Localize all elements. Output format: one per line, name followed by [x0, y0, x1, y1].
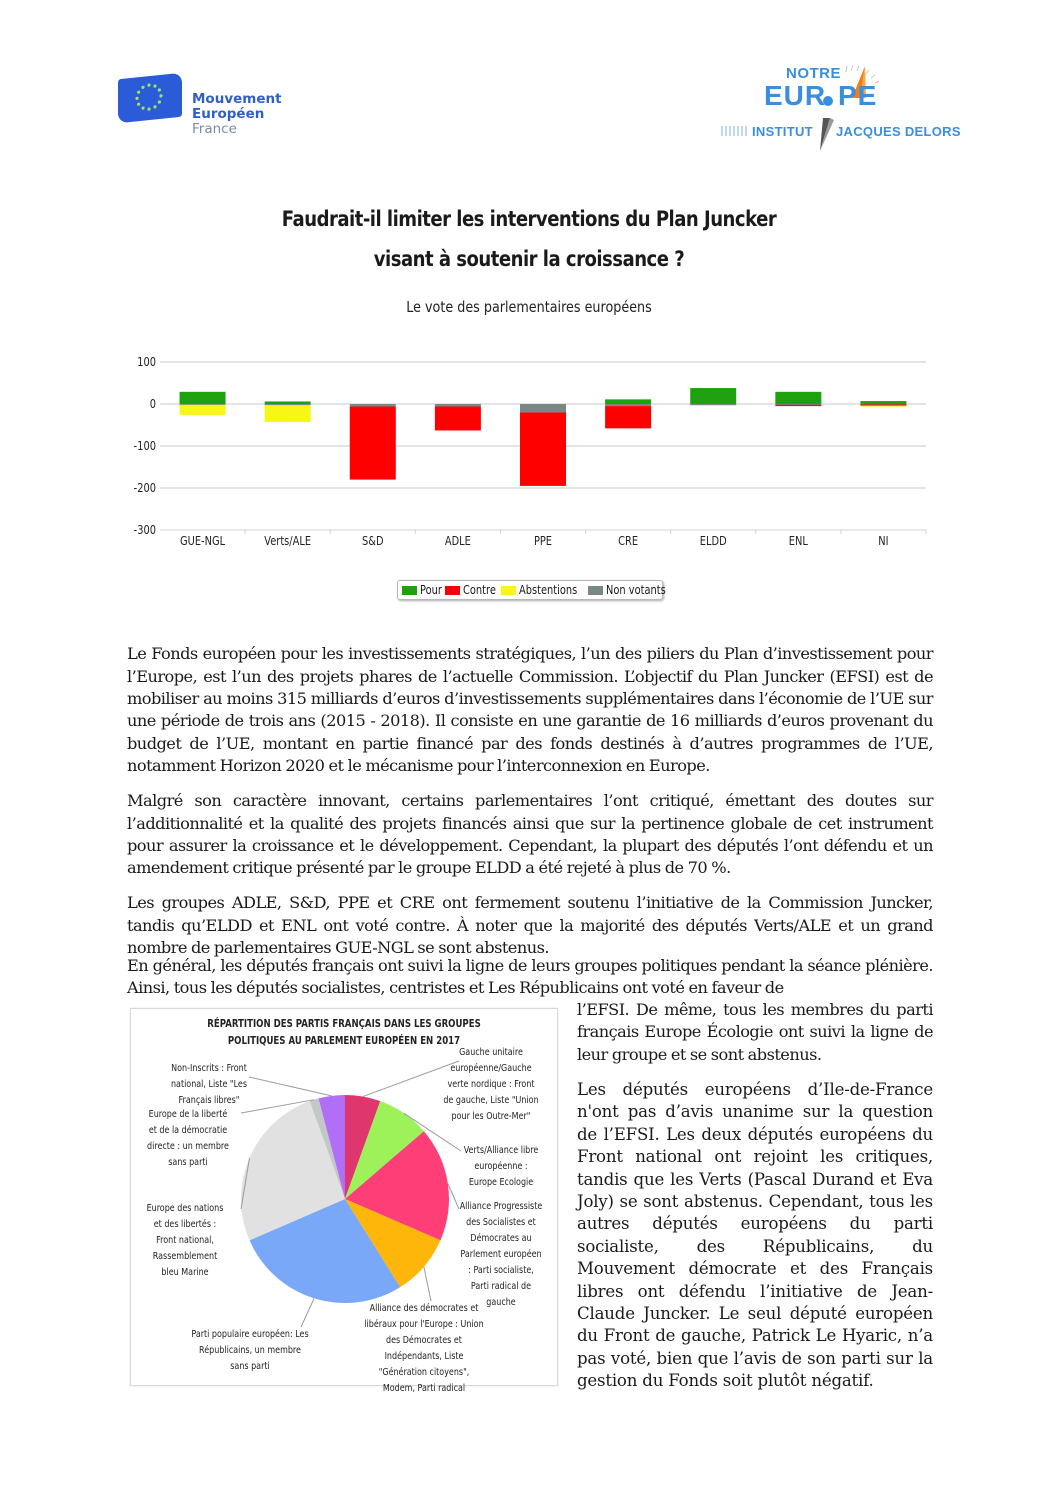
logo-notre-text: NOTRE: [786, 65, 841, 82]
pie-label-gue-ngl: Gauche unitaire européenne/Gauche verte nordique : Front de gauche, Liste "Union pour les Outre-Mer": [443, 1047, 539, 1122]
paragraph-french-deputies-cont: l’EFSI. De même, tous les membres du parti français Europe Écologie ont suivi la ligne de leur groupe et se sont abstenus.: [577, 1000, 933, 1064]
pie-leader-line: [448, 1183, 459, 1209]
logo-jacques-delors-text: JACQUES DELORS: [836, 124, 961, 139]
logo-text-line2: Européen: [192, 106, 265, 122]
y-tick-label: 100: [137, 355, 156, 370]
paragraph-french-deputies: En général, les députés français ont suivi la ligne de leurs groupes politiques pendant la séance plénière. Ainsi, tous les députés socialistes, centristes et Les Républicains ont voté en faveur de: [127, 956, 933, 998]
bar-pour-ni: [860, 401, 906, 404]
page-title-line1: Faudrait-il limiter les interventions du Plan Juncker: [281, 207, 777, 231]
pie-label-verts-ale: Verts/Alliance libre européenne : Europe Ecologie: [463, 1145, 539, 1188]
bar-pour-enl: [775, 392, 821, 404]
bar-contre-cre: [605, 406, 651, 428]
bar-non-votants-verts-ale: [265, 404, 311, 405]
vote-bar-chart: [130, 350, 940, 560]
x-tick-label: Verts/ALE: [264, 534, 312, 549]
pie-leader-line: [424, 1267, 431, 1301]
legend-label: Abstentions: [518, 583, 578, 597]
x-tick-label: ADLE: [444, 534, 471, 549]
paragraph-criticism: Malgré son caractère innovant, certains parlementaires l’ont critiqué, émettant des doutes sur l’additionnalité et la qualité des projets financés ainsi que sur la pertinence globale de cet instrument pour assurer la croissance et le développement. Cependant, la plupart des députés l’ont défendu et un amendement critique présenté par le groupe ELDD a été rejeté à plus de 70 %.: [127, 791, 933, 878]
bar-non-votants-s-d: [350, 404, 396, 407]
eu-flag-icon: [118, 73, 182, 124]
y-tick-label: -200: [133, 481, 156, 496]
eu-stars-icon: [134, 81, 164, 114]
paragraph-ile-de-france: Les députés européens d’Ile-de-France n'ont pas d’avis unanime sur la question de l’EFSI. Les deux députés européens du Front national ont rejoint les critiques, tandis que les Verts (Pascal Durand et Eva Joly) se sont abstenus. Cependant, tous les autres députés européens du parti socialiste, des Républicains, du Mouvement démocrate et des Français libres ont défendu l’initiative de Jean-Claude Juncker. Le seul député européen du Front de gauche, Patrick Le Hyaric, n’a pas voté, bien que l’avis de son parti sur la gestion du Fonds soit plutôt négatif.: [577, 1080, 933, 1391]
bar-pour-verts-ale: [265, 401, 311, 404]
bar-pour-gue-ngl: [180, 392, 226, 404]
bar-abstentions-ni: [860, 406, 906, 407]
paragraph-group-votes: Les groupes ADLE, S&D, PPE et CRE ont fermement soutenu l’initiative de la Commission Juncker, tandis qu’ELDD et ENL ont voté contre. À noter que la majorité des députés Verts/ALE et un grand nombre de parlementaires GUE-NGL se sont abstenus.: [127, 893, 933, 957]
pie-label-enl: Europe des nations et des libertés : Front national, Rassemblement bleu Marine: [146, 1203, 224, 1278]
notre-europe-logo: [720, 62, 961, 154]
pie-leader-line: [249, 1077, 332, 1096]
bar-abstentions-verts-ale: [265, 405, 311, 422]
pie-label-adle: Alliance des démocrates et libéraux pour l'Europe : Union des Démocrates et Indépendants, Liste "Génération citoyens", Modem, Parti radical: [364, 1303, 484, 1394]
x-tick-label: CRE: [618, 534, 639, 549]
bar-non-votants-eldd: [690, 404, 736, 405]
y-tick-label: -300: [133, 523, 156, 538]
pie-label-eldd: Europe de la liberté et de la démocratie directe : un membre sans parti: [147, 1109, 229, 1168]
pie-chart-title: RÉPARTITION DES PARTIS FRANÇAIS DANS LES GROUPES POLITIQUES AU PARLEMENT EUROPÉEN EN 2017: [207, 1017, 481, 1047]
bar-contre-s-d: [350, 407, 396, 480]
bar-non-votants-adle: [435, 404, 481, 407]
mouvement-europeen-logo: [118, 72, 308, 144]
legend-swatch: [445, 586, 460, 595]
legend-swatch: [402, 586, 417, 595]
bar-contre-ni: [860, 404, 906, 405]
bar-contre-adle: [435, 407, 481, 431]
legend-label: Contre: [462, 583, 496, 597]
chart-legend: [397, 580, 666, 600]
y-tick-label: -100: [133, 439, 156, 454]
logo-europe-text: EUR: [764, 80, 827, 111]
x-tick-label: NI: [878, 534, 889, 549]
bar-pour-eldd: [690, 388, 736, 404]
mef-wordmark: [192, 92, 282, 137]
bar-non-votants-ppe: [520, 404, 566, 412]
bar-pour-cre: [605, 399, 651, 404]
legend-label: Pour: [420, 583, 442, 597]
legend-item-abstentions: [501, 583, 582, 597]
chart-subtitle: Le vote des parlementaires européens: [406, 298, 652, 316]
bar-contre-ppe: [520, 412, 566, 486]
legend-item-non-votants: [588, 583, 671, 597]
x-tick-label: ELDD: [699, 534, 727, 549]
logo-institut-text: INSTITUT: [752, 124, 813, 139]
x-tick-label: ENL: [788, 534, 808, 549]
paragraph-efsi-intro: Le Fonds européen pour les investissements stratégiques, l’un des piliers du Plan d’investissement pour l’Europe, est l’un des projets phares de l’actuelle Commission. L’objectif du Plan Juncker (EFSI) est de mobiliser au moins 315 milliards d’euros d’investissements supplémentaires dans l’économie de l’UE sur une période de trois ans (2015 - 2018). Il consiste en une garantie de 16 milliards d’euros provenant du budget de l’UE, montant en partie financé par des fonds destinés à d’autres programmes de l’UE, notamment Horizon 2020 et le mécanisme pour l’interconnexion en Europe.: [127, 644, 933, 776]
pie-leader-line: [301, 1298, 314, 1327]
legend-item-contre: [445, 583, 495, 597]
bar-non-votants-cre: [605, 404, 651, 406]
logo-text-line1: Mouvement: [192, 91, 282, 107]
pie-label-ppe: Parti populaire européen: Les Républicains, un membre sans parti: [191, 1329, 309, 1372]
legend-swatch: [501, 586, 516, 595]
y-tick-label: 0: [149, 397, 156, 412]
legend-label: Non votants: [605, 583, 666, 597]
legend-swatch: [588, 586, 603, 595]
x-tick-label: PPE: [533, 534, 553, 549]
logo-text-line3: France: [192, 121, 237, 137]
bar-contre-enl: [775, 405, 821, 406]
bar-abstentions-gue-ngl: [180, 405, 226, 415]
x-tick-label: GUE-NGL: [180, 534, 226, 549]
legend-item-pour: [402, 583, 442, 597]
page-title-line2: visant à soutenir la croissance ?: [373, 247, 685, 271]
pie-chart-panel: [130, 1008, 558, 1394]
logo-europe-text-end: PE: [838, 80, 878, 111]
pie-label-non-inscrits: Non-Inscrits : Front national, Liste "Les Français libres": [170, 1063, 248, 1106]
pie-label-sd: Alliance Progressiste des Socialistes et Démocrates au Parlement européen : Parti socialiste, Parti radical de gauche: [459, 1201, 543, 1308]
x-tick-label: S&D: [362, 534, 384, 549]
